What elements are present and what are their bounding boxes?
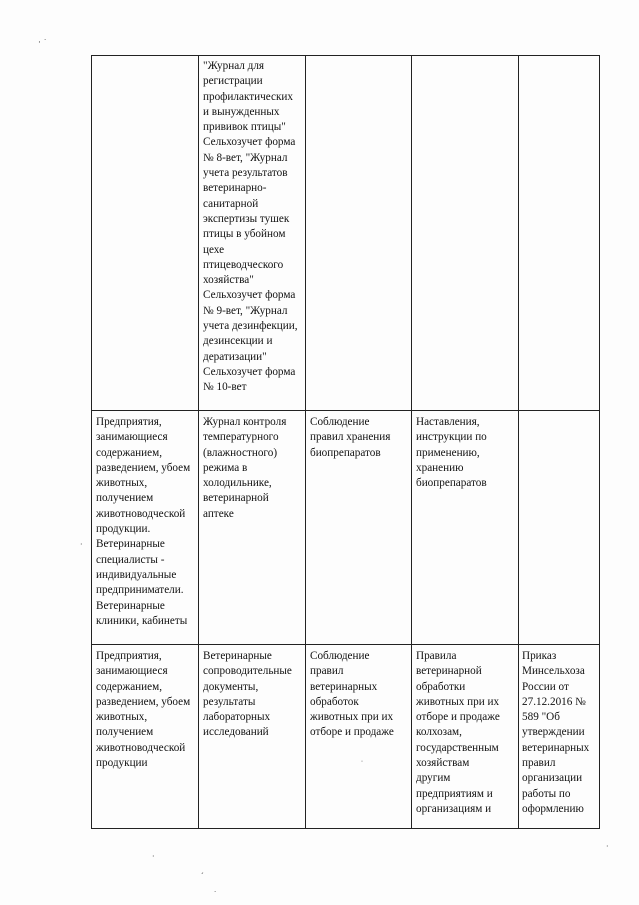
scan-speck: ˙	[360, 760, 364, 769]
table-cell-subjects: Предприятия, занимающиеся содержанием, разведением, убоем животных, получением животноводческой продукции	[92, 645, 199, 829]
table-cell-documents: Ветеринарные сопроводительные документы, результаты лабораторных исследований	[199, 645, 306, 829]
table-cell-subjects	[92, 56, 199, 411]
scan-speck: ‧	[38, 38, 41, 48]
table-cell-regulations: Наставления, инструкции по применению, хранению биопрепаратов	[412, 411, 519, 645]
scan-speck: ·	[44, 36, 47, 44]
table-cell-subjects: Предприятия, занимающиеся содержанием, разведением, убоем животных, получением животноводческой продукции. Ветеринарные специалисты - индивидуальные предприниматели. Ветеринарные клиники, кабинеты	[92, 411, 199, 645]
table-row	[92, 645, 600, 829]
scan-speck: ˊ	[200, 872, 204, 881]
table-cell-documents: Журнал контроля температурного (влажностного) режима в холодильнике, ветеринарной аптеке	[199, 411, 306, 645]
table-cell-requirements	[306, 56, 412, 411]
table-row	[92, 411, 600, 645]
table-cell-requirements: Соблюдение правил хранения биопрепаратов	[306, 411, 412, 645]
scan-speck: ·	[80, 540, 83, 549]
table-cell-legal-acts	[519, 56, 600, 411]
scan-speck: ‧	[152, 852, 155, 861]
table-cell-legal-acts	[519, 411, 600, 645]
regulation-table	[91, 55, 600, 829]
table-cell-regulations	[412, 56, 519, 411]
table-cell-regulations: Правила ветеринарной обработки животных при их отборе и продаже колхозам, государственным хозяйствам другим предприятиям и организациям и	[412, 645, 519, 829]
scan-speck: ·	[214, 888, 217, 896]
table-row	[92, 56, 600, 411]
table-cell-documents: "Журнал для регистрации профилактических и вынужденных прививок птицы" Сельхозучет форма № 8-вет, "Журнал учета результатов ветеринарно- санитарной экспертизы тушек птицы в убойном цехе птицеводческого хозяйства" Сельхозучет форма № 9-вет, "Журнал учета дезинфекции, дезинсекции и дератизации" Сельхозучет форма № 10-вет	[199, 56, 306, 411]
scan-speck: ·	[606, 842, 609, 851]
table-cell-legal-acts: Приказ Минсельхоза России от 27.12.2016 № 589 "Об утверждении ветеринарных правил организации работы по оформлению	[519, 645, 600, 829]
table-cell-requirements: Соблюдение правил ветеринарных обработок животных при их отборе и продаже	[306, 645, 412, 829]
